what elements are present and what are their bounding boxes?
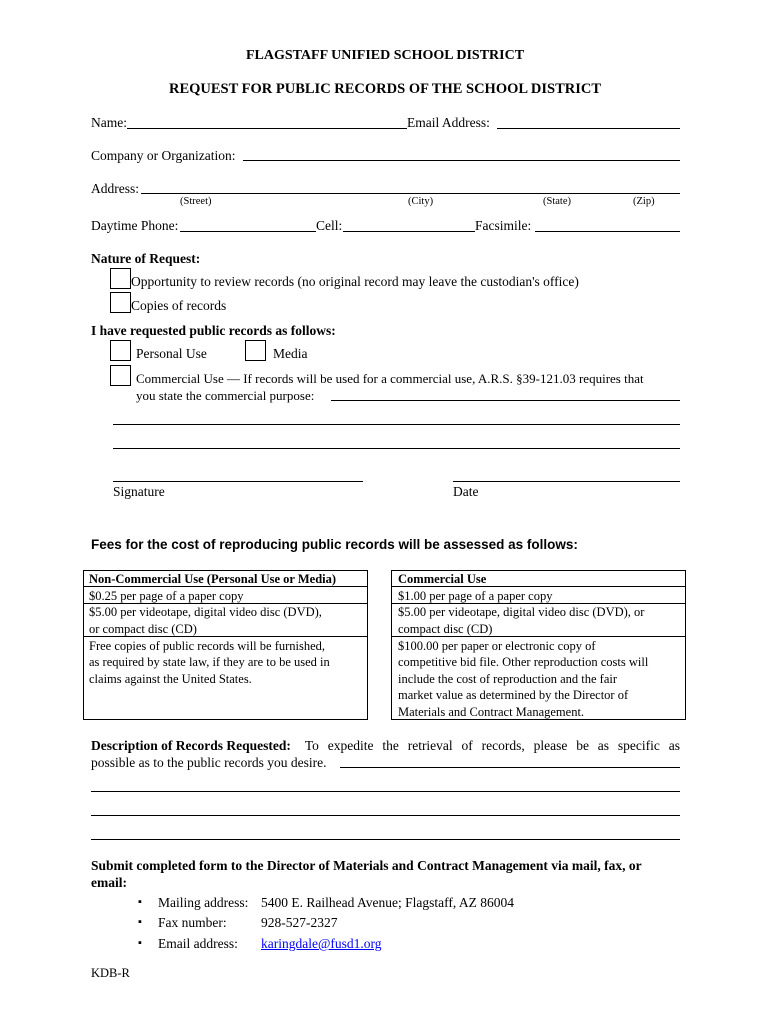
commercial-purpose-line-3[interactable] <box>113 448 680 449</box>
fax-label: Facsimile: <box>475 218 532 233</box>
address-label: Address: <box>91 181 139 196</box>
personal-use-label: Personal Use <box>136 346 207 361</box>
email-address-link[interactable]: karingdale@fusd1.org <box>261 936 382 951</box>
review-checkbox[interactable] <box>110 268 131 289</box>
description-line-3[interactable] <box>91 815 680 816</box>
commercial-use-label: Commercial Use — If records will be used for a commercial use, A.R.S. §39-121.03 requires that <box>136 371 644 386</box>
submit-instructions-2: email: <box>91 875 127 890</box>
fax-number-label: Fax number: <box>158 915 227 930</box>
commercial-header: Commercial Use <box>398 572 487 586</box>
copies-option-label: Copies of records <box>131 298 227 313</box>
fax-number-value: 928-527-2327 <box>261 915 338 930</box>
fax-field[interactable] <box>535 231 680 232</box>
commercial-line: include the cost of reproduction and the fair <box>398 672 618 686</box>
zip-hint: (Zip) <box>633 196 655 207</box>
noncommercial-header: Non-Commercial Use (Personal Use or Media) <box>89 572 337 586</box>
mailing-address-label: Mailing address: <box>158 895 249 910</box>
signature-field[interactable] <box>113 481 363 482</box>
phone-field[interactable] <box>180 231 316 232</box>
name-field[interactable] <box>127 128 407 129</box>
cell-label: Cell: <box>316 218 343 233</box>
commercial-line: $5.00 per videotape, digital video disc (DVD), or <box>398 605 645 619</box>
bullet-icon: ▪ <box>138 916 142 928</box>
bullet-icon: ▪ <box>138 896 142 908</box>
noncommercial-line: or compact disc (CD) <box>89 622 197 636</box>
commercial-purpose-label: you state the commercial purpose: <box>136 388 315 403</box>
noncommercial-line: claims against the United States. <box>89 672 252 686</box>
description-instructions: To expedite the retrieval of records, please be as specific as <box>304 738 680 753</box>
form-code: KDB-R <box>91 966 130 980</box>
media-label: Media <box>273 346 308 361</box>
commercial-use-checkbox[interactable] <box>110 365 131 386</box>
commercial-purpose-field[interactable] <box>331 400 680 401</box>
commercial-line: Materials and Contract Management. <box>398 705 585 719</box>
fees-heading: Fees for the cost of reproducing public records will be assessed as follows: <box>91 537 578 552</box>
street-hint: (Street) <box>180 196 212 207</box>
phone-label: Daytime Phone: <box>91 218 179 233</box>
personal-use-checkbox[interactable] <box>110 340 131 361</box>
commercial-line: $100.00 per paper or electronic copy of <box>398 639 596 653</box>
mailing-address-value: 5400 E. Railhead Avenue; Flagstaff, AZ 86004 <box>261 895 514 910</box>
copies-checkbox[interactable] <box>110 292 131 313</box>
description-field[interactable] <box>340 767 680 768</box>
state-hint: (State) <box>543 196 571 207</box>
review-option-label: Opportunity to review records (no original record may leave the custodian's office) <box>131 274 579 289</box>
media-checkbox[interactable] <box>245 340 266 361</box>
date-field[interactable] <box>453 481 680 482</box>
email-field[interactable] <box>497 128 680 129</box>
page-title: REQUEST FOR PUBLIC RECORDS OF THE SCHOOL DISTRICT <box>168 81 601 97</box>
signature-label: Signature <box>113 484 165 499</box>
commercial-line: competitive bid file. Other reproduction costs will <box>398 655 649 669</box>
submit-instructions: Submit completed form to the Director of Materials and Contract Management via mail, fax, or <box>91 858 642 873</box>
description-line-4[interactable] <box>91 839 680 840</box>
company-field[interactable] <box>243 160 680 161</box>
commercial-line: $1.00 per page of a paper copy <box>398 589 553 603</box>
noncommercial-line: $0.25 per page of a paper copy <box>89 589 244 603</box>
cell-field[interactable] <box>343 231 475 232</box>
address-field[interactable] <box>141 193 680 194</box>
noncommercial-line: as required by state law, if they are to be used in <box>89 655 330 669</box>
description-line-2[interactable] <box>91 791 680 792</box>
nature-heading: Nature of Request: <box>91 251 201 266</box>
district-name: FLAGSTAFF UNIFIED SCHOOL DISTRICT <box>245 48 525 63</box>
city-hint: (City) <box>408 196 434 207</box>
commercial-line: compact disc (CD) <box>398 622 493 636</box>
noncommercial-line: $5.00 per videotape, digital video disc (DVD), <box>89 605 322 619</box>
noncommercial-line: Free copies of public records will be furnished, <box>89 639 326 653</box>
commercial-purpose-line-2[interactable] <box>113 424 680 425</box>
description-label: Description of Records Requested: <box>91 738 291 753</box>
purpose-heading: I have requested public records as follows: <box>91 323 336 338</box>
commercial-line: market value as determined by the Director of <box>398 688 629 702</box>
email-label: Email Address: <box>407 115 490 130</box>
company-label: Company or Organization: <box>91 148 236 163</box>
bullet-icon: ▪ <box>138 937 142 949</box>
date-label: Date <box>453 484 479 499</box>
email-address-label: Email address: <box>158 936 238 951</box>
name-label: Name: <box>91 115 127 130</box>
description-instructions-2: possible as to the public records you desire. <box>91 755 327 770</box>
